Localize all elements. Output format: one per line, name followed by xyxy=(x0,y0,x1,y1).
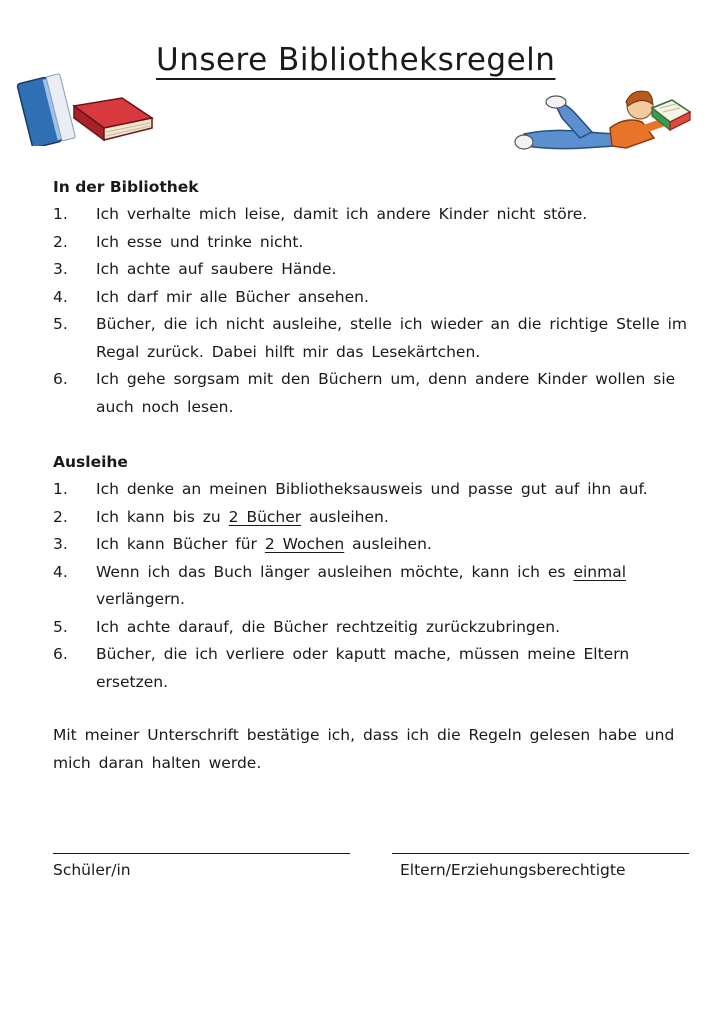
item-number: 5. xyxy=(53,617,68,636)
item-number: 4. xyxy=(53,287,68,306)
section-library-rules xyxy=(53,174,693,421)
student-signature-line[interactable] xyxy=(53,853,350,854)
section-borrowing-rules xyxy=(53,449,693,696)
list-item xyxy=(53,559,693,614)
item-number: 2. xyxy=(53,507,68,526)
item-text: Wenn ich das Buch länger ausleihen möchte, kann ich es einmal verlängern. xyxy=(96,562,627,608)
underlined-term: 2 Wochen xyxy=(264,535,345,553)
list-item xyxy=(53,201,693,229)
list-item xyxy=(53,366,693,421)
item-text: Ich darf mir alle Bücher ansehen. xyxy=(96,287,369,306)
item-text: Ich gehe sorgsam mit den Büchern um, denn andere Kinder wollen sie auch noch lesen. xyxy=(96,370,676,416)
item-number: 1. xyxy=(53,205,68,223)
item-text: Ich denke an meinen Bibliotheksausweis und passe gut auf ihn auf. xyxy=(96,480,648,498)
item-number: 6. xyxy=(53,370,68,388)
confirmation-text: Mit meiner Unterschrift bestätige ich, dass ich die Regeln gelesen habe und mich daran halten werde. xyxy=(53,726,675,772)
item-text: Ich kann bis zu 2 Bücher ausleihen. xyxy=(96,507,389,526)
item-text: Ich verhalte mich leise, damit ich andere Kinder nicht störe. xyxy=(96,205,588,223)
item-number: 3. xyxy=(53,535,68,553)
underlined-term: einmal xyxy=(573,562,627,581)
reading-child-icon xyxy=(514,82,692,158)
student-signature-label: Schüler/in xyxy=(53,861,131,879)
page-title: Unsere Bibliotheksregeln xyxy=(156,42,556,78)
list-item xyxy=(53,256,693,284)
list-item xyxy=(53,614,693,642)
rules-list xyxy=(53,476,693,696)
section-heading: In der Bibliothek xyxy=(53,178,199,196)
list-item xyxy=(53,641,693,696)
parent-signature-label: Eltern/Erziehungsberechtigte xyxy=(400,861,626,879)
item-text: Bücher, die ich nicht ausleihe, stelle ich wieder an die richtige Stelle im Regal zurück. Dabei hilft mir das Lesekärtchen. xyxy=(96,315,688,361)
list-item xyxy=(53,229,693,257)
list-item xyxy=(53,504,693,532)
rules-list xyxy=(53,201,693,421)
list-item xyxy=(53,476,693,504)
item-text: Ich esse und trinke nicht. xyxy=(96,232,304,251)
item-number: 1. xyxy=(53,480,68,498)
list-item xyxy=(53,284,693,312)
stack-of-books-icon xyxy=(14,64,159,146)
list-item xyxy=(53,311,693,366)
item-text: Ich achte auf saubere Hände. xyxy=(96,260,337,278)
parent-signature-line[interactable] xyxy=(392,853,689,854)
section-heading: Ausleihe xyxy=(53,453,128,471)
item-text: Bücher, die ich verliere oder kaputt mache, müssen meine Eltern ersetzen. xyxy=(96,645,630,691)
item-number: 5. xyxy=(53,315,68,333)
list-item xyxy=(53,531,693,559)
item-number: 3. xyxy=(53,260,68,278)
item-text: Ich kann Bücher für 2 Wochen ausleihen. xyxy=(96,535,432,553)
underlined-term: 2 Bücher xyxy=(228,507,302,526)
item-number: 2. xyxy=(53,232,68,251)
item-text: Ich achte darauf, die Bücher rechtzeitig zurückzubringen. xyxy=(96,617,561,636)
item-number: 4. xyxy=(53,562,68,581)
item-number: 6. xyxy=(53,645,68,663)
